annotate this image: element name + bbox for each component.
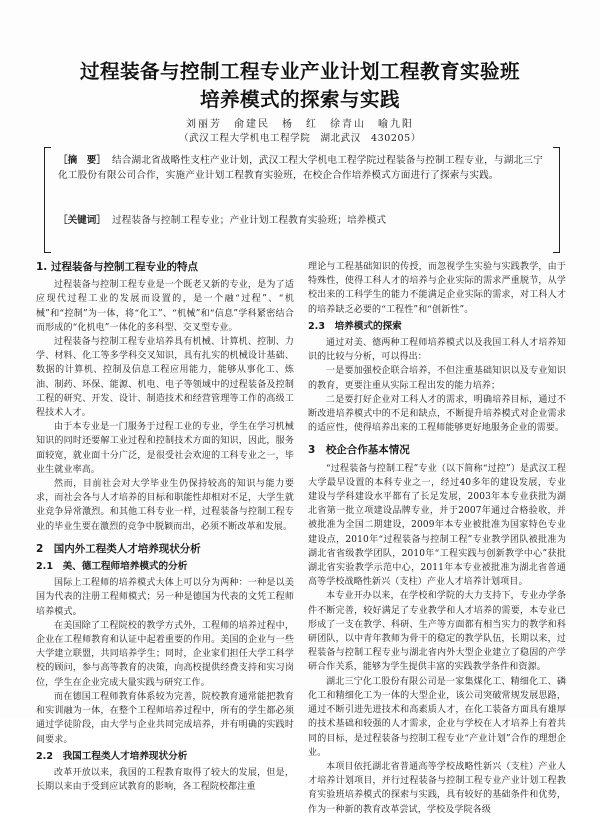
title-line-1: 过程装备与控制工程专业产业计划工程教育实验班 [79,60,520,83]
subsection-heading: 2.1 美、德工程师培养模式的分析 [36,561,188,573]
paragraph: 然而，目前社会对大学毕业生仍保持较高的知识与能力要求，而社会各与人才培养的目标和职能性却相对不足，大学生就业竞争异常激烈。和其他工科专业一样，过程装备与控制工程专业的毕业生要在激烈的竞争中脱颖而出，必须不断改革和发展。 [36,479,294,532]
keywords [58,213,546,228]
keywords-text: 过程装备与控制工程专业；产业计划工程教育实验班；培养模式 [111,215,387,226]
section-heading: 3 校企合作基本情况 [308,444,410,457]
right-bracket [553,147,560,253]
paragraph: 在美国除了工程院校的教学方式外，工程师的培养过程中，企业在工程师教育和认证中起着重要的作用。美国的企业与一些大学建立联盟，共同培养学生；同时，企业家们担任大学工科学校的顾问，参与高等教育的决策，向高校提供经费支持和实习岗位，学生在企业完成大量实践与研究工作。 [36,620,294,688]
paragraph: 国际上工程师的培养模式大体上可以分为两种：一种是以美国为代表的注册工程师模式；另一种是德国为代表的文凭工程师培养模式。 [36,578,294,617]
left-column [36,260,294,794]
paragraph: 由于本专业是一门服务于过程工业的专业，学生在学习机械知识的同时还要解工业过程和控制技术方面的知识，因此，服务面较宽，就业面十分广泛，是很受社会欢迎的工科专业之一，毕业生就业率高。 [36,422,294,475]
subsection-heading: 2.2 我国工程类人才培养现状分析 [36,750,188,762]
paragraph: 过程装备与控制工程专业是一个既老又新的专业，是为了适应现代过程工业的发展而设置的，是一个融“过程”、“机械”和“控制”为一体，将“化工”、“机械”和“信息”学科紧密结合而形成的“化机电”一体化的多科型、交叉型专业。 [36,280,294,333]
section-heading: 1. 过程装备与控制工程专业的特点 [36,261,198,273]
title-line-2: 培养模式的探索与实践 [199,88,400,111]
paragraph: 本专业开办以来，在学校和学院的大力支持下，专业办学条件不断完善，较好满足了专业教学和人才培养的需要，本专业已形成了一支在教学、科研、生产等方面都有相当实力的教学和科研团队，以中青年教师为骨干的稳定的教学队伍，长期以来，过程装备与控制工程专业与湖北省内外大型企业建立了稳固的产学研合作关系，能够为学生提供丰富的实践教学条件和资源。 [308,591,566,673]
left-bracket [44,147,51,253]
abstract-text: 结合湖北省战略性支柱产业计划，武汉工程大学机电工程学院过程装备与控制工程专业，与湖北三宁化工股份有限公司合作，实施产业计划工程教育实验班，在校企合作培养模式方面进行了探索与实践。 [58,155,543,181]
paragraph: “过程装备与控制工程”专业（以下简称“过控”）是武汉工程大学最早设置的本科专业之一，经过40多年的建设发展，专业建设与学科建设水平都有了长足发展，2003年本专业获批为湖北省第一批立项建设品牌专业，并于2007年通过合格验收，并被批准为全国二期建设，2009年本专业被批准为国家特色专业建设点，2010年“过程装备与控制工程”专业教学团队被批准为湖北省省级教学团队，2010年“工程实践与创新教学中心”获批湖北省实验教学示范中心，2011年本专业被批准为湖北省普通高等学校战略性新兴（支柱）产业人才培养计划项目。 [308,463,566,588]
right-column [308,260,566,817]
paragraph: 过程装备与控制工程专业培养具有机械、计算机、控制、力学、材料、化工等多学科交叉知识，具有扎实的机械设计基础、数据的计算机、控制及信息工程应用能力，能够从事化工、炼油、制药、环保、能源、机电、电子等领域中的过程装备及控制工程的研究、开发、设计、制造技术和经营管理等工作的高级工程技术人才。 [36,337,294,419]
abstract [58,153,546,183]
abstract-label: ［摘 要］ [58,155,106,166]
paragraph: 通过对美、德两种工程师培养模式以及我国工科人才培养知识的比较与分析，可以得出： [308,338,566,363]
paragraph: 本项目依托湖北省普通高等学校战略性新兴（支柱）产业人才培养计划项目，并行过程装备与控制工程专业产业计划工程教育实验班培养模式的探索与实践，具有较好的基础条件和优势，作为一种新的教育改革尝试，学校及学院各级 [308,761,566,815]
paragraph: 二是要打好企业对工科人才的需求，明确培养目标，通过不断改进培养模式中的不足和缺点，不断提升培养模式对企业需求的适应性，使得培养出来的工程师能够更好地服务企业的需要。 [308,394,566,434]
paragraph: 而在德国工程师教育体系较为完善，院校教育通常能把教育和实训融为一体，在整个工程师培养过程中，所有的学生都必须通过学徒阶段，由大学与企业共同完成培养，并有明确的实践时间要求。 [36,691,294,745]
paragraph: 改革开放以来，我国的工程教育取得了较大的发展，但是，长期以来由于受到应试教育的影响，各工程院校都注重 [36,767,294,793]
keywords-label: ［关键词］ [58,215,106,226]
paragraph: 理论与工程基础知识的传授，而忽视学生实验与实践教学，由于特殊性，使得工科人才的培养与企业实际的需求严重脱节，从学校出来的工科学生的能力不能满足企业实际的需求，对工科人才的培养缺乏必要的“工程性”和“创新性”。 [308,262,566,315]
subsection-heading: 2.3 培养模式的探索 [308,320,402,332]
abstract-box [44,147,560,251]
paragraph: 湖北三宁化工股份有限公司是一家集煤化工、精细化工、磷化工和精细化工为一体的大型企业，该公司突破常规发展思路，通过不断引进先进技术和高素质人才，在化工装备方面具有雄厚的技术基础和较强的人才需求，企业与学校在人才培养上有着共同的目标，是过程装备与控制工程专业“产业计划”合作的理想企业。 [308,676,566,758]
authors: 刘丽芳 俞建民 杨 红 徐青山 喻九阳 [186,119,414,130]
section-heading: 2 国内外工程类人才培养现状分析 [36,542,201,555]
paragraph: 一是要加强校企联合培养，不但注重基础知识以及专业知识的教育，更要注重从实际工程出发的能力培养； [308,366,566,391]
affiliation: （武汉工程大学机电工程学院 湖北武汉 430205） [179,133,421,144]
